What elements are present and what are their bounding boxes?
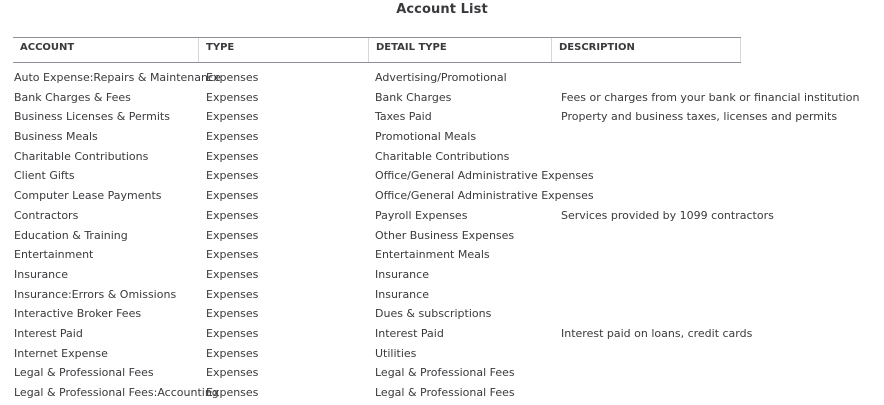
description-cell: Interest paid on loans, credit cards	[561, 326, 753, 340]
type-cell: Expenses	[206, 110, 259, 124]
table-row[interactable]	[0, 324, 753, 344]
table-row[interactable]	[0, 206, 774, 226]
description-cell: Fees or charges from your bank or financial institution	[561, 90, 860, 104]
table-row[interactable]	[0, 304, 741, 324]
account-cell[interactable]: Entertainment	[14, 248, 94, 262]
table-row[interactable]	[0, 186, 741, 206]
detail-type-cell: Office/General Administrative Expenses	[375, 189, 594, 203]
table-row[interactable]	[0, 166, 741, 186]
table-row[interactable]	[0, 107, 838, 127]
detail-type-cell: Dues & subscriptions	[375, 307, 492, 321]
table-row[interactable]	[0, 344, 741, 364]
account-cell[interactable]: Bank Charges & Fees	[14, 90, 131, 104]
detail-type-cell: Insurance	[375, 287, 429, 301]
type-cell: Expenses	[206, 248, 259, 262]
table-row[interactable]	[0, 245, 741, 265]
type-cell: Expenses	[206, 208, 259, 222]
detail-type-cell: Taxes Paid	[375, 110, 432, 124]
table-header	[13, 37, 741, 63]
type-cell: Expenses	[206, 346, 259, 360]
type-cell: Expenses	[206, 169, 259, 183]
type-cell: Expenses	[206, 189, 259, 203]
detail-type-cell: Insurance	[375, 267, 429, 281]
table-row[interactable]	[0, 68, 741, 88]
account-cell[interactable]: Business Meals	[14, 130, 98, 144]
detail-type-cell: Advertising/Promotional	[375, 71, 507, 84]
account-cell[interactable]: Education & Training	[14, 228, 128, 242]
type-cell: Expenses	[206, 149, 259, 163]
table-row[interactable]	[0, 226, 741, 246]
account-cell[interactable]: Legal & Professional Fees:Accounting	[14, 386, 219, 399]
detail-type-cell: Other Business Expenses	[375, 228, 515, 242]
table-row[interactable]	[0, 363, 741, 383]
table-row[interactable]	[0, 383, 741, 403]
account-cell[interactable]: Internet Expense	[14, 346, 108, 360]
type-cell: Expenses	[206, 386, 259, 399]
account-cell[interactable]: Contractors	[14, 208, 79, 222]
type-cell: Expenses	[206, 326, 259, 340]
account-cell[interactable]: Charitable Contributions	[14, 149, 149, 163]
detail-type-cell: Office/General Administrative Expenses	[375, 169, 594, 183]
detail-type-cell: Entertainment Meals	[375, 248, 490, 262]
table-row[interactable]	[0, 265, 741, 285]
detail-type-cell: Bank Charges	[375, 90, 452, 104]
table-row[interactable]	[0, 147, 741, 167]
type-cell: Expenses	[206, 130, 259, 144]
type-cell: Expenses	[206, 366, 259, 380]
table-row[interactable]	[0, 127, 741, 147]
detail-type-cell: Utilities	[375, 346, 417, 360]
detail-type-cell: Legal & Professional Fees	[375, 386, 515, 399]
detail-type-cell: Payroll Expenses	[375, 208, 468, 222]
type-cell: Expenses	[206, 71, 259, 84]
report-title: Account List	[396, 2, 488, 17]
detail-type-cell: Legal & Professional Fees	[375, 366, 515, 380]
table-row[interactable]	[0, 88, 860, 108]
account-cell[interactable]: Computer Lease Payments	[14, 189, 162, 203]
account-cell[interactable]: Legal & Professional Fees	[14, 366, 154, 380]
type-cell: Expenses	[206, 90, 259, 104]
description-cell: Services provided by 1099 contractors	[561, 208, 774, 222]
account-cell[interactable]: Auto Expense:Repairs & Maintenance	[14, 71, 221, 84]
account-cell[interactable]: Interactive Broker Fees	[14, 307, 142, 321]
column-header-account[interactable]: ACCOUNT	[13, 38, 199, 62]
column-header-description[interactable]: DESCRIPTION	[552, 38, 741, 62]
account-cell[interactable]: Client Gifts	[14, 169, 75, 183]
column-header-type[interactable]: TYPE	[199, 38, 369, 62]
table-row[interactable]	[0, 285, 741, 305]
type-cell: Expenses	[206, 287, 259, 301]
type-cell: Expenses	[206, 228, 259, 242]
account-cell[interactable]: Business Licenses & Permits	[14, 110, 170, 124]
column-header-detail-type[interactable]: DETAIL TYPE	[369, 38, 552, 62]
account-table-body	[0, 68, 860, 403]
description-cell: Property and business taxes, licenses and permits	[561, 110, 838, 124]
account-cell[interactable]: Interest Paid	[14, 326, 83, 340]
account-cell[interactable]: Insurance:Errors & Omissions	[14, 287, 177, 301]
detail-type-cell: Interest Paid	[375, 326, 444, 340]
type-cell: Expenses	[206, 307, 259, 321]
detail-type-cell: Charitable Contributions	[375, 149, 510, 163]
type-cell: Expenses	[206, 267, 259, 281]
detail-type-cell: Promotional Meals	[375, 130, 477, 144]
account-cell[interactable]: Insurance	[14, 267, 68, 281]
